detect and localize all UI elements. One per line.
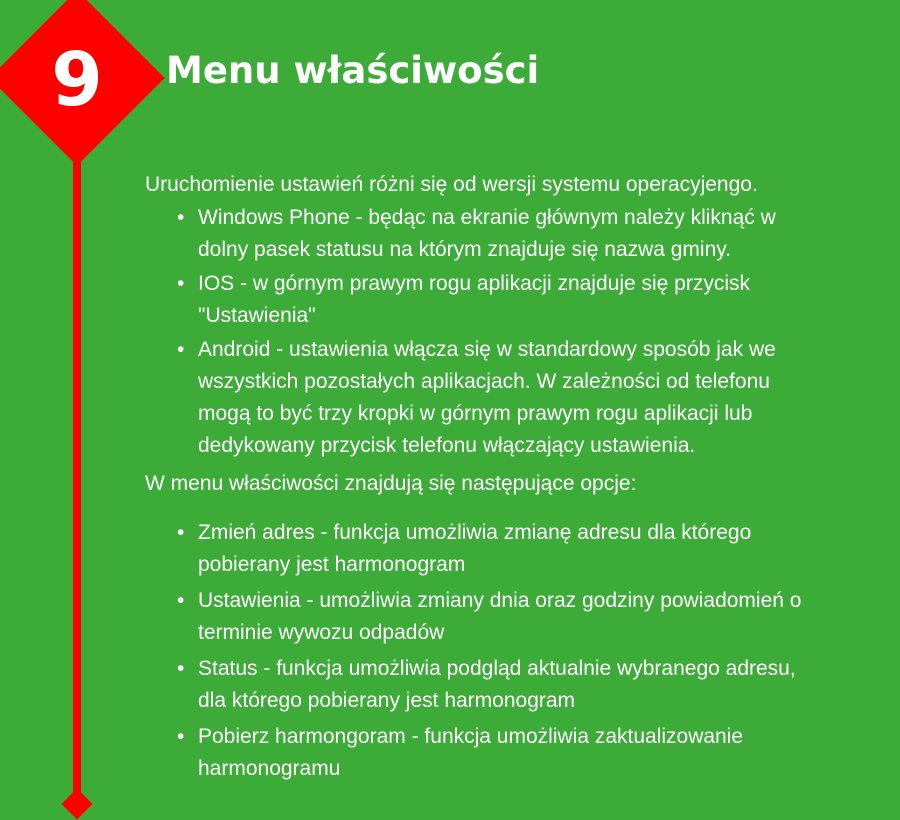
bullet-icon: • [177, 338, 185, 361]
step-number: 9 [51, 37, 103, 123]
list-item-status [145, 653, 897, 717]
list-item-line: Status - funkcja umożliwia podgląd aktualnie wybranego adresu, [198, 657, 796, 680]
list-item-line: harmonogramu [198, 757, 341, 780]
content-section [145, 169, 897, 789]
bullet-icon: • [177, 725, 185, 748]
list-item-line: mogą to być trzy kropki w górnym prawym rogu aplikacji lub [198, 402, 753, 425]
list-item-line: terminie wywozu odpadów [198, 621, 445, 644]
page-title: Menu właściwości [166, 49, 540, 92]
options-list [145, 517, 897, 785]
list-item-line: dedykowany przycisk telefonu włączający ustawienia. [198, 434, 696, 457]
list-item-settings [145, 585, 897, 649]
bullet-icon: • [177, 589, 185, 612]
bullet-icon: • [177, 272, 185, 295]
list-item-line: wszystkich pozostałych aplikacjach. W zależności od telefonu [198, 370, 770, 393]
list-item-line: dla którego pobierany jest harmonogram [198, 689, 576, 712]
list-item-line: Windows Phone - będąc na ekranie głównym należy kliknąć w [198, 206, 776, 229]
timeline-next-marker [61, 788, 92, 819]
list-item-line: "Ustawienia" [198, 304, 316, 327]
list-item-line: Ustawienia - umożliwia zmiany dnia oraz godziny powiadomień o [198, 589, 802, 612]
list-item-ios [145, 268, 897, 332]
platform-list [145, 202, 897, 462]
list-item-line: pobierany jest harmonogram [198, 553, 466, 576]
list-item-line: Pobierz harmongoram - funkcja umożliwia zaktualizowanie [198, 725, 744, 748]
options-title: W menu właściwości znajdują się następujące opcje: [145, 472, 637, 495]
list-item-line: IOS - w górnym prawym rogu aplikacji znajduje się przycisk [198, 272, 751, 295]
bullet-icon: • [177, 521, 185, 544]
bullet-icon: • [177, 206, 185, 229]
list-item-change-address [145, 517, 897, 581]
timeline-line [73, 130, 81, 804]
list-item-line: Android - ustawienia włącza się w standardowy sposób jak we [198, 338, 776, 361]
list-item-windows-phone [145, 202, 897, 266]
list-item-line: dolny pasek statusu na którym znajduje się nazwa gminy. [198, 238, 732, 261]
intro-text: Uruchomienie ustawień różni się od wersji systemu operacyjengo. [145, 173, 758, 196]
bullet-icon: • [177, 657, 185, 680]
list-item-download-schedule [145, 721, 897, 785]
list-item-android [145, 334, 897, 462]
list-item-line: Zmień adres - funkcja umożliwia zmianę adresu dla którego [198, 521, 752, 544]
